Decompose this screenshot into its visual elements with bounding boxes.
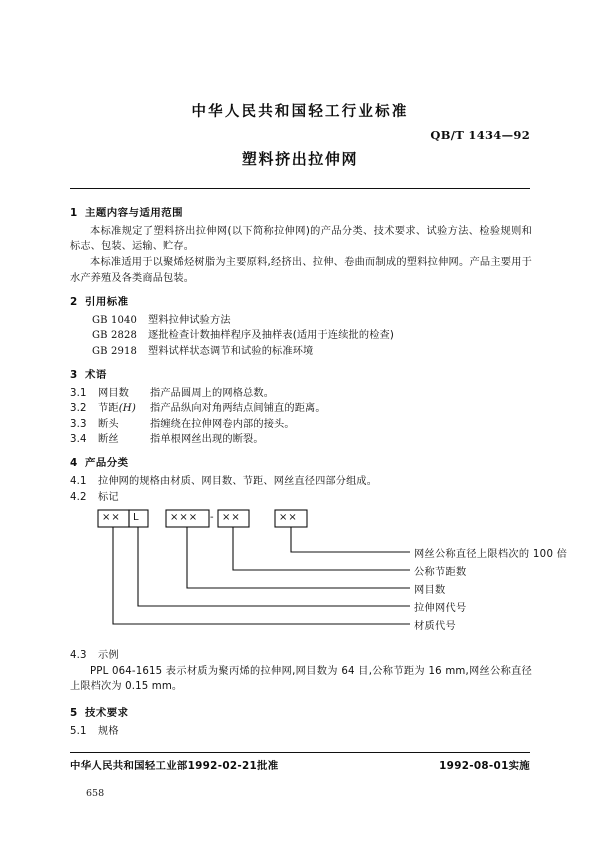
list-item bbox=[70, 328, 532, 344]
clause-4-2 bbox=[70, 490, 532, 506]
page-number: 658 bbox=[86, 788, 105, 799]
term-entry bbox=[70, 417, 532, 433]
clause-5-1 bbox=[70, 724, 532, 740]
term-word bbox=[98, 401, 150, 417]
term-entry bbox=[70, 432, 532, 448]
clause-text: 示例 bbox=[98, 650, 119, 662]
section-5-number: 5 bbox=[70, 707, 78, 720]
section-5-title: 技术要求 bbox=[85, 707, 129, 720]
section-3-heading bbox=[70, 366, 532, 381]
term-number: 3.3 bbox=[70, 418, 87, 430]
diagram-label-net-code: 拉伸网代号 bbox=[414, 603, 467, 615]
clause-number: 5.1 bbox=[70, 726, 87, 738]
separator-dash: - bbox=[210, 512, 215, 524]
list-item bbox=[70, 313, 532, 329]
standard-code-ref: GB 2828 bbox=[92, 330, 138, 342]
section-4-example-paragraph: PPL 064-1615 表示材质为聚丙烯的拉伸网,网目数为 64 目,公称节距为 16 mm,网丝公称直径上限档次为 0.15 mm。 bbox=[70, 665, 532, 692]
clause-number: 4.1 bbox=[70, 475, 87, 487]
term-entry bbox=[70, 386, 532, 402]
header-divider bbox=[70, 188, 530, 189]
standard-title-ref: 塑料拉伸试验方法 bbox=[148, 314, 231, 326]
standard-organization: 中华人民共和国轻工行业标准 bbox=[191, 104, 409, 120]
term-number: 3.1 bbox=[70, 387, 87, 399]
section-3-title: 术语 bbox=[85, 368, 107, 381]
section-4-title: 产品分类 bbox=[85, 456, 129, 469]
term-definition: 指缠绕在拉伸网卷内部的接头。 bbox=[150, 418, 295, 430]
section-4-number: 4 bbox=[70, 456, 78, 469]
diagram-lines bbox=[70, 508, 532, 648]
marking-designation-diagram bbox=[70, 508, 568, 648]
section-3-number: 3 bbox=[70, 368, 78, 381]
clause-number: 4.2 bbox=[70, 491, 87, 503]
term-number: 3.4 bbox=[70, 434, 87, 446]
term-number: 3.2 bbox=[70, 403, 87, 415]
footer-approval: 中华人民共和国轻工业部1992-02-21批准 bbox=[70, 760, 279, 772]
material-code-box-text: ×× bbox=[102, 512, 121, 524]
term-word: 网目数 bbox=[98, 387, 130, 399]
section-1-paragraph-2: 本标准适用于以聚烯烃树脂为主要原料,经挤出、拉伸、卷曲而制成的塑料拉伸网。产品主要用于水产养殖及各类商品包装。 bbox=[70, 257, 532, 284]
section-1-paragraph-1: 本标准规定了塑料挤出拉伸网(以下简称拉伸网)的产品分类、技术要求、试验方法、检验规则和标志、包装、运输、贮存。 bbox=[70, 226, 532, 253]
clause-4-1 bbox=[70, 474, 532, 490]
term-definition: 指产品纵向对角两结点间铺直的距离。 bbox=[150, 403, 326, 415]
term-word: 断丝 bbox=[98, 434, 119, 446]
term-entry bbox=[70, 401, 532, 417]
clause-4-3 bbox=[70, 648, 532, 664]
clause-text: 规格 bbox=[98, 726, 119, 738]
section-2-title: 引用标准 bbox=[85, 295, 129, 308]
term-word-text: 节距 bbox=[98, 403, 119, 415]
term-symbol: (H) bbox=[118, 403, 136, 415]
section-2-heading bbox=[70, 293, 532, 308]
net-code-box-text: L bbox=[133, 512, 140, 524]
diagram-label-pitch: 公称节距数 bbox=[414, 567, 467, 579]
mesh-count-box-text: ××× bbox=[170, 512, 199, 524]
diagram-label-mesh-count: 网目数 bbox=[414, 585, 446, 597]
list-item bbox=[70, 344, 532, 360]
section-1-heading bbox=[70, 204, 532, 219]
term-definition: 指单根网丝出现的断裂。 bbox=[150, 434, 264, 446]
pitch-box-text: ×× bbox=[222, 512, 241, 524]
footer-divider bbox=[70, 752, 530, 753]
standard-code: QB/T 1434—92 bbox=[430, 128, 530, 142]
diagram-label-material-code: 材质代号 bbox=[414, 621, 456, 633]
clause-number: 4.3 bbox=[70, 650, 87, 662]
standard-code-ref: GB 1040 bbox=[92, 314, 138, 326]
section-5-heading bbox=[70, 704, 532, 719]
referenced-standards-list bbox=[70, 313, 532, 360]
footer-implementation: 1992-08-01实施 bbox=[439, 760, 530, 772]
page-title: 塑料挤出拉伸网 bbox=[241, 150, 359, 168]
wire-diameter-box-text: ×× bbox=[279, 512, 298, 524]
term-word: 断头 bbox=[98, 418, 119, 430]
section-4-heading bbox=[70, 454, 532, 469]
standard-title-ref: 逐批检查计数抽样程序及抽样表(适用于连续批的检查) bbox=[148, 330, 395, 342]
term-definition: 指产品圆周上的网格总数。 bbox=[150, 387, 275, 399]
standard-code-ref: GB 2918 bbox=[92, 346, 138, 357]
clause-text: 拉伸网的规格由材质、网目数、节距、网丝直径四部分组成。 bbox=[98, 475, 378, 487]
section-2-number: 2 bbox=[70, 295, 78, 308]
section-1-title: 主题内容与适用范围 bbox=[85, 207, 184, 219]
standard-title-ref: 塑料试样状态调节和试验的标准环境 bbox=[148, 346, 314, 357]
diagram-label-wire-diameter: 网丝公称直径上限档次的 100 倍 bbox=[414, 549, 568, 561]
clause-text: 标记 bbox=[98, 491, 119, 503]
section-1-number: 1 bbox=[70, 207, 78, 219]
document-body bbox=[70, 204, 568, 740]
